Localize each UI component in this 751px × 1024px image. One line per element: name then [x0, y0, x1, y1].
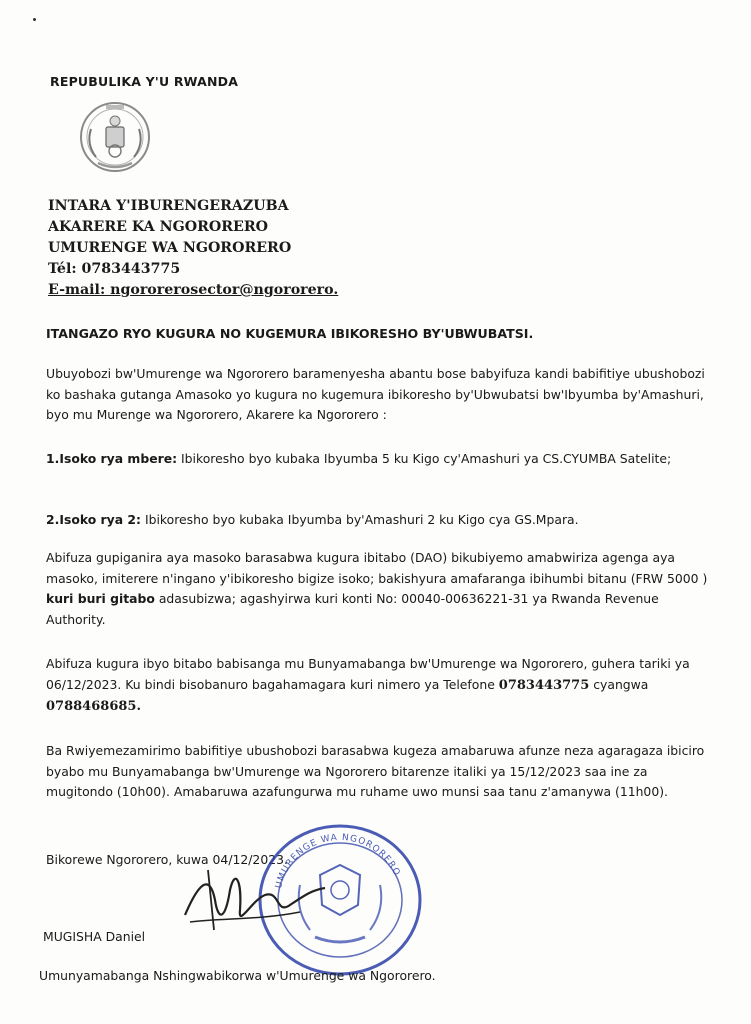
- phone-line: Tél: 0783443775: [48, 261, 181, 277]
- dao-text-2: adasubizwa; agashyirwa kuri konti No: 00040-00636221-31 ya Rwanda Revenue Authority.: [46, 591, 659, 627]
- authority-header: [48, 196, 338, 301]
- signer-role: Umunyamabanga Nshingwabikorwa w'Umurenge wa Ngororero.: [39, 968, 436, 983]
- deadline-paragraph: Ba Rwiyemezamirimo babifitiye ubushobozi barasabwa kugeza amabaruwa afunze neza agaragaza ibiciro byabo mu Bunyamabanga bw'Umurenge wa Ngororero bitarenze italiki ya 15/12/2023 saa ine za mugitondo (10h00). Amabaruwa azafungurwa mu ruhame uwo munsi saa tanu z'amanywa (11h00).: [46, 743, 705, 799]
- republic-heading: REPUBULIKA Y'U RWANDA: [50, 74, 239, 89]
- contact-phone-1: 0783443775: [498, 677, 590, 693]
- province-line: INTARA Y'IBURENGERAZUBA: [48, 198, 289, 214]
- lot-1-label: 1.Isoko rya mbere:: [46, 451, 178, 466]
- notice-title: ITANGAZO RYO KUGURA NO KUGEMURA IBIKORESHO BY'UBWUBATSI.: [46, 326, 534, 341]
- dao-paragraph: [46, 548, 711, 630]
- where-text-2: cyangwa: [589, 676, 649, 692]
- where-text-1: Abifuza kugura ibyo bitabo babisanga mu Bunyamabanga bw'Umurenge wa Ngororero, guhera tariki ya 06/12/2023. Ku bindi bisobanuro bagahamagara kuri nimero ya Telefone: [46, 656, 690, 692]
- contact-phone-2: 0788468685.: [46, 699, 141, 714]
- rwanda-coat-of-arms-icon: [76, 99, 154, 175]
- purchase-location-paragraph: [46, 654, 711, 718]
- sector-line: UMURENGE WA NGORORERO: [48, 240, 292, 256]
- speck-mark: [33, 18, 36, 21]
- lot-1-paragraph: [46, 449, 711, 470]
- lot-1-text: Ibikoresho byo kubaka Ibyumba 5 ku Kigo cy'Amashuri ya CS.CYUMBA Satelite;: [177, 451, 672, 466]
- dao-text-1: Abifuza gupiganira aya masoko barasabwa kugura ibitabo (DAO) bikubiyemo amabwiriza agenga aya masoko, imiterere n'ingano y'ibikoresho bigize isoko; bakishyura amafaranga ibihumbi bitanu (FRW 5000 ): [46, 550, 708, 586]
- lot-2-label: 2.Isoko rya 2:: [46, 512, 141, 527]
- stamp-text: UMURENGE WA NGORORERO: [274, 832, 402, 890]
- lot-2-text: Ibikoresho byo kubaka Ibyumba by'Amashuri 2 ku Kigo cya GS.Mpara.: [141, 512, 579, 527]
- lot-2-paragraph: [46, 510, 711, 531]
- email-line: E-mail: ngororerosector@ngororero.: [48, 282, 339, 298]
- handwritten-signature-icon: [180, 860, 330, 935]
- signer-name: MUGISHA Daniel: [43, 929, 146, 944]
- district-line: AKARERE KA NGORORERO: [48, 219, 268, 235]
- done-at-line: Bikorewe Ngororero, kuwa 04/12/2023.: [46, 852, 288, 867]
- intro-paragraph: Ubuyobozi bw'Umurenge wa Ngororero baramenyesha abantu bose babyifuza kandi babifitiye ubushobozi ko bashaka gutanga Amasoko yo kugura no kugemura ibikoresho by'Ubwubatsi bw'Ibyumba by'Amashuri, byo mu Murenge wa Ngororero, Akarere ka Ngororero :: [46, 366, 705, 422]
- dao-bold-text: kuri buri gitabo: [46, 591, 155, 606]
